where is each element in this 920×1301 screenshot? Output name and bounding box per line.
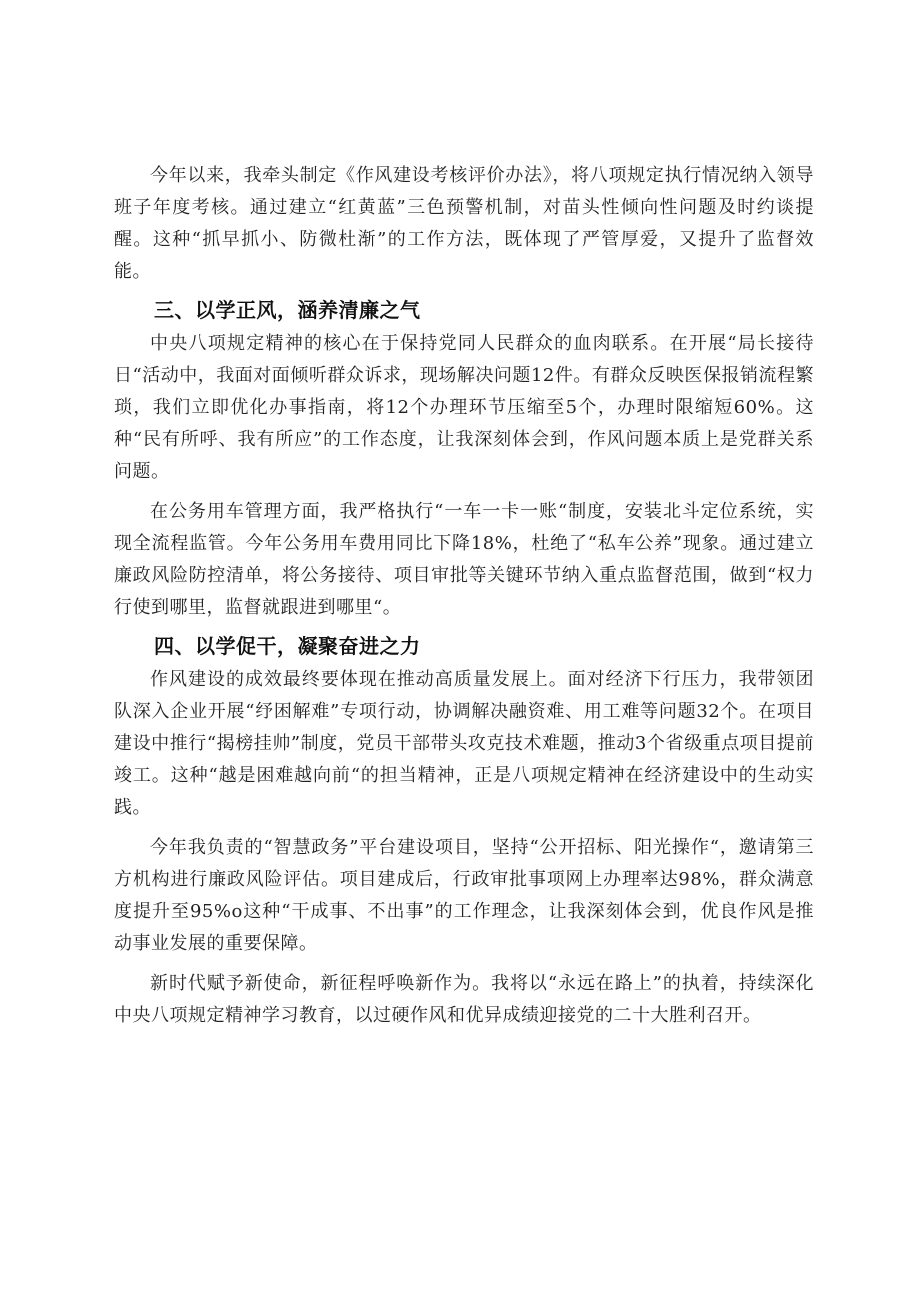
paragraph-conclusion: 新时代赋予新使命，新征程呼唤新作为。我将以“永远在路上”的执着，持续深化中央八项规定精神学习教育，以过硬作风和优异成绩迎接党的二十大胜利召开。 [114,973,814,1026]
paragraph-assessment-method: 今年以来，我牵头制定《作风建设考核评价办法》，将八项规定执行情况纳入领导班子年度考核。通过建立“红黄蓝”三色预警机制，对苗头性倾向性问题及时约谈提醒。这种“抓早抓小、防微杜渐”的工作方法，既体现了严管厚爱，又提升了监督效能。 [114,165,814,282]
section-heading-four: 四、以学促干，凝聚奋进之力 [154,634,421,658]
paragraph-smart-government: 今年我负责的“智慧政务”平台建设项目，坚持“公开招标、阳光操作“，邀请第三方机构进行廉政风险评估。项目建成后，行政审批事项网上办理率达98%，群众满意度提升至95%o这种“干成事、不出事”的工作理念，让我深刻体会到，优良作风是推动事业发展的重要保障。 [114,837,814,954]
paragraph-vehicle-management: 在公务用车管理方面，我严格执行“一车一卡一账“制度，安装北斗定位系统，实现全流程监管。今年公务用车费用同比下降18%，杜绝了“私车公养”现象。通过建立廉政风险防控清单，将公务接待、项目审批等关键环节纳入重点监督范围，做到“权力行使到哪里，监督就跟进到哪里“。 [114,501,814,618]
paragraph-development: 作风建设的成效最终要体现在推动高质量发展上。面对经济下行压力，我带领团队深入企业开展“纾困解难”专项行动，协调解决融资难、用工难等问题32个。在项目建设中推行“揭榜挂帅”制度，党员干部带头攻克技术难题，推动3个省级重点项目提前竣工。这种“越是困难越向前“的担当精神，正是八项规定精神在经济建设中的生动实践。 [114,669,814,818]
document-body [114,160,814,1040]
section-heading-three: 三、以学正风，涵养清廉之气 [154,298,421,322]
paragraph-mass-line: 中央八项规定精神的核心在于保持党同人民群众的血肉联系。在开展“局长接待日“活动中，我面对面倾听群众诉求，现场解决问题12件。有群众反映医保报销流程繁琐，我们立即优化办事指南，将12个办理环节压缩至5个，办理时限缩短60%。这种“民有所呼、我有所应”的工作态度，让我深刻体会到，作风问题本质上是党群关系问题。 [114,333,814,482]
